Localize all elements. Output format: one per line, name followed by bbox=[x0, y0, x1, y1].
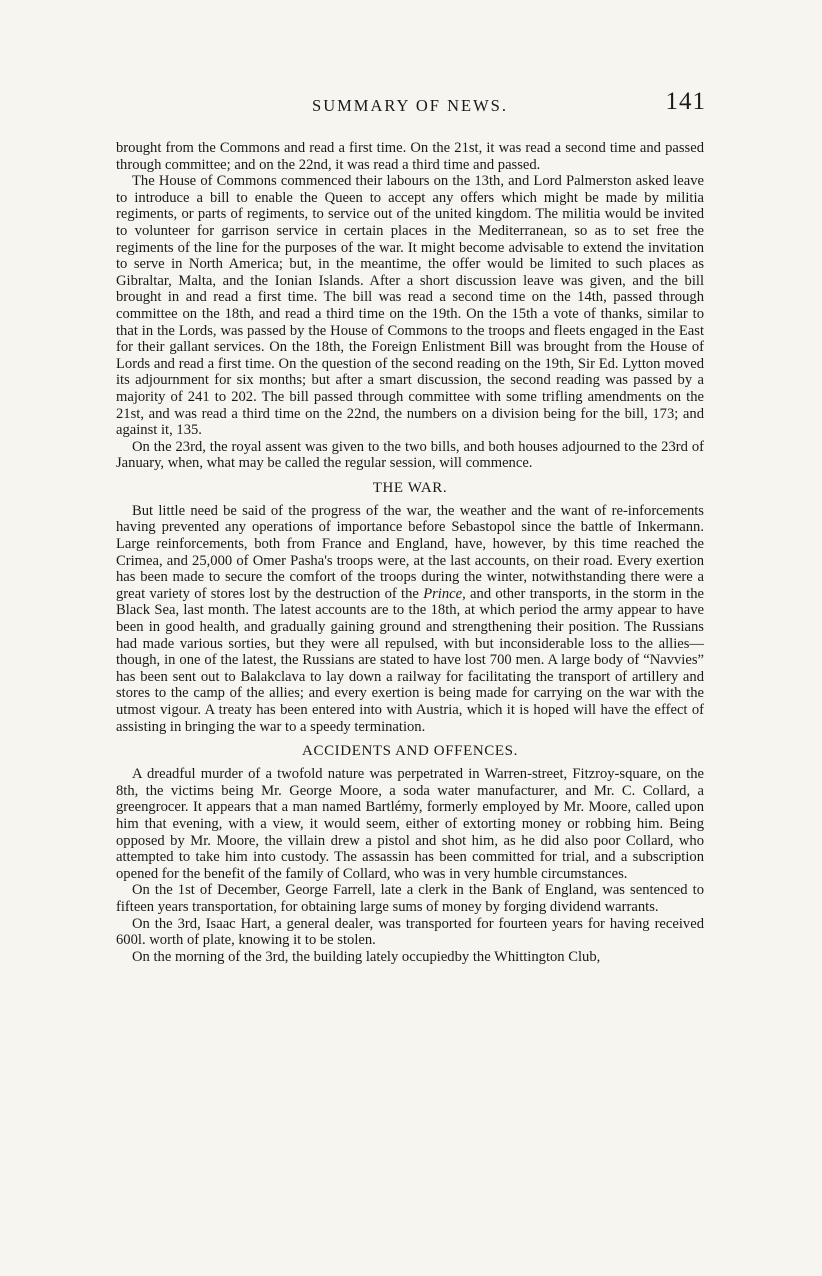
paragraph bbox=[116, 503, 704, 735]
paragraph: On the 1st of December, George Farrell, late a clerk in the Bank of England, was sentenced to fifteen years transportation, for obtaining large sums of money by forging dividend warrants. bbox=[116, 882, 704, 915]
paragraph: A dreadful murder of a twofold nature was perpetrated in Warren-street, Fitzroy-square, on the 8th, the victims being Mr. George Moore, a soda water manufacturer, and Mr. C. Collard, a greengrocer. It appears that a man named Bartlémy, formerly employed by Mr. Moore, called upon him that evening, with a view, it would seem, either of extorting money or robbing him. Being opposed by Mr. Moore, the villain drew a pistol and shot him, as he did also poor Collard, who attempted to take him into custody. The assassin has been committed for trial, and a subscription opened for the benefit of the family of Collard, who was in very humble circumstances. bbox=[116, 766, 704, 882]
paragraph: brought from the Commons and read a first time. On the 21st, it was read a second time and passed through committee; and on the 22nd, it was read a third time and passed. bbox=[116, 140, 704, 173]
section-heading-accidents: ACCIDENTS AND OFFENCES. bbox=[302, 743, 518, 760]
running-title: SUMMARY OF NEWS. bbox=[312, 96, 508, 115]
paragraph: On the 3rd, Isaac Hart, a general dealer, was transported for fourteen years for having received 600l. worth of plate, knowing it to be stolen. bbox=[116, 915, 704, 949]
text-run: But little need be said of the progress of the war, the weather and the want of re-inforcements having prevented any operations of importance before Sebastopol since the battle of Inkermann. Large reinforcements, both from France and England, have, however, by this time reached the Crimea, and 25,000 of Omer Pasha's troops were, at the last accounts, on their road. Every exertion has been made to secure the comfort of the troops during the winter, notwithstanding there were a great variety of stores lost by the destruction of the bbox=[116, 502, 704, 602]
paragraph: On the 23rd, the royal assent was given to the two bills, and both houses adjourned to the 23rd of January, when, what may be called the regular session, will commence. bbox=[116, 438, 704, 472]
page-header bbox=[116, 88, 706, 124]
ship-name: Prince, bbox=[423, 585, 466, 602]
paragraph: On the morning of the 3rd, the building lately occupiedby the Whittington Club, bbox=[132, 948, 601, 965]
section-parliament bbox=[116, 140, 704, 472]
page-number: 141 bbox=[665, 88, 706, 115]
section-accidents bbox=[116, 743, 704, 965]
paragraph: The House of Commons commenced their labours on the 13th, and Lord Palmerston asked leave to introduce a bill to enable the Queen to accept any offers which might be made by militia regiments, or parts of regiments, to service out of the united kingdom. The militia would be invited to volunteer for garrison service in certain places in the Mediterranean, so as to set free the regiments of the line for the purposes of the war. It might become advisable to extend the invitation to serve in North America; but, in the meantime, the offer would be limited to such places as Gibraltar, Malta, and the Ionian Islands. After a short discussion leave was given, and the bill brought in and read a first time. The bill was read a second time on the 14th, passed through committee on the 18th, and read a third time on the 19th. On the 15th a vote of thanks, similar to that in the Lords, was passed by the House of Commons to the troops and fleets engaged in the East for their gallant services. On the 18th, the Foreign Enlistment Bill was brought from the House of Lords and read a first time. On the question of the second reading on the 19th, Sir Ed. Lytton moved its adjournment for six months; but after a smart discussion, the second reading was passed by a majority of 241 to 202. The bill passed through committee with some trifling amendments on the 21st, and was read a third time on the 22nd, the numbers on a division being for the bill, 173; and against it, 135. bbox=[116, 173, 704, 439]
text-run: and other transports, in the storm in the Black Sea, last month. The latest accounts are to the 18th, at which period the army appear to have been in good health, and gradually gaining ground and strengthening their position. The Russians had made various sorties, but they were all repulsed, with but inconsiderable loss to the allies—though, in one of the latest, the Russians are stated to have lost 700 men. A large body of “Navvies” has been sent out to Balakclava to lay down a railway for facilitating the transport of artillery and stores to the camp of the allies; and every exertion is being made for carrying on the war with the utmost vigour. A treaty has been entered into with Austria, which it is hoped will have the effect of assisting in bringing the war to a speedy termination. bbox=[116, 585, 704, 735]
section-war bbox=[116, 480, 704, 735]
section-heading-war: THE WAR. bbox=[372, 479, 448, 496]
